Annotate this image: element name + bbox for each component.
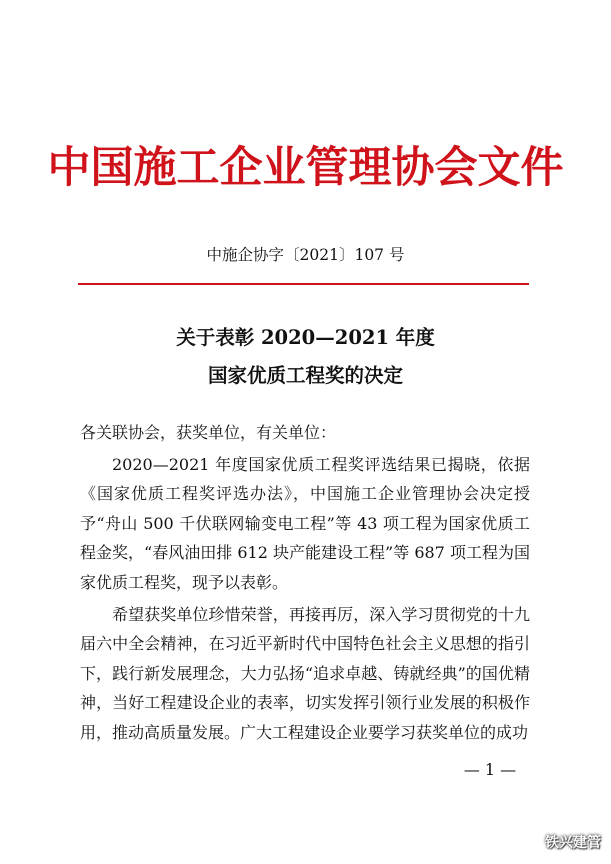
watermark (519, 832, 601, 852)
document-number: 中施企协字〔2021〕107 号 (206, 246, 405, 264)
red-divider (78, 283, 529, 285)
document-title (0, 319, 611, 395)
title-line-2: 国家优质工程奖的决定 (207, 364, 403, 387)
document-body (80, 418, 530, 748)
issuer-title: 中国施工企业管理协会文件 (47, 143, 564, 193)
page-number: — 1 — (463, 760, 517, 779)
body-paragraph: 希望获奖单位珍惜荣誉，再接再厉，深入学习贯彻党的十九届六中全会精神，在习近平新时代中国特色社会主义思想的指引下，践行新发展理念，大力弘扬“追求卓越、铸就经典”的国优精神，当好工程建设企业的表率，切实发挥引领行业发展的积极作用，推动高质量发展。广大工程建设企业要学习获奖单位的成功 (80, 604, 530, 742)
title-line-1: 关于表彰 2020—2021 年度 (176, 326, 435, 349)
body-paragraph: 2020—2021 年度国家优质工程奖评选结果已揭晓，依据《国家优质工程奖评选办法》，中国施工企业管理协会决定授予“舟山 500 千伏联网输变电工程”等 43 项工程为国家优质工程金奖，“春风油田排 612 块产能建设工程”等 687 项工程为国家优质工程奖，现予以表彰。 (80, 454, 530, 592)
watermark-text: 铁兴建管 (545, 835, 601, 851)
salutation: 各关联协会，获奖单位，有关单位： (80, 423, 337, 442)
wechat-icon (519, 832, 541, 852)
